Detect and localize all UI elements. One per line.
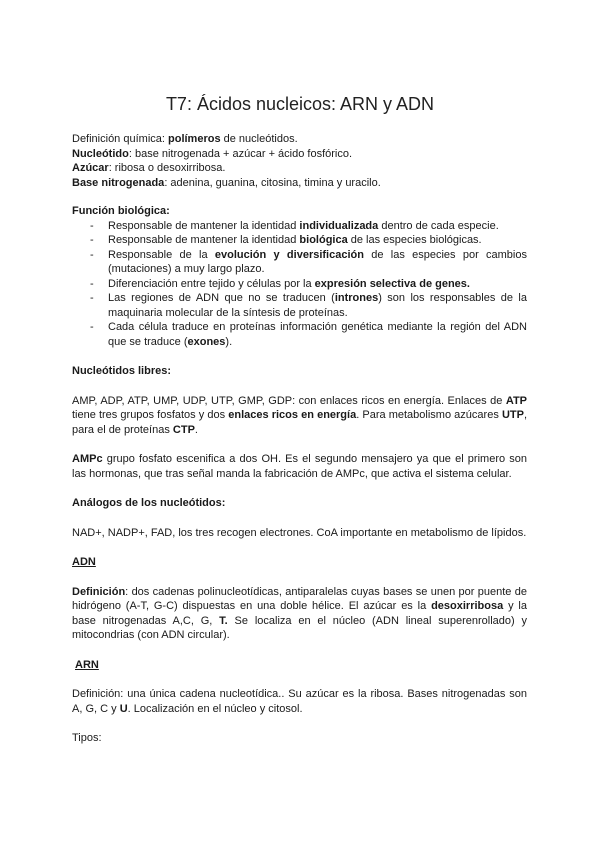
analogos-heading: Análogos de los nucleótidos: — [72, 497, 226, 509]
tipos-label: Tipos: — [72, 732, 102, 744]
libres-heading: Nucleótidos libres: — [72, 365, 172, 377]
text: tiene tres grupos fosfatos y dos — [72, 409, 229, 421]
page-title: T7: Ácidos nucleicos: ARN y ADN — [165, 94, 435, 114]
bold-term: ATP — [505, 394, 527, 407]
text: de las especies por cambios (mutaciones) a muy largo plazo. — [108, 248, 527, 275]
text: Cada célula traduce en proteínas información genética mediante la región del ADN que se traduce ( — [108, 321, 527, 348]
bold-term: expresión selectiva de genes. — [314, 277, 470, 290]
bold-term: U — [119, 702, 128, 715]
dash-bullet: - — [90, 292, 94, 304]
text: . — [194, 423, 198, 436]
adn-heading: ADN — [72, 556, 96, 568]
text: : dos cadenas polinucleotídicas, antiparalelas cuyas bases se unen por puente de hidrógeno (A-T, G-C) dispuestas en una doble hélice. El azúcar es la — [72, 585, 527, 612]
text: ). — [225, 335, 233, 348]
text: . Para metabolismo azúcares — [356, 409, 502, 421]
definition-base — [72, 176, 527, 191]
list-item — [72, 277, 527, 292]
dash-bullet: - — [90, 321, 94, 333]
bold-term: exones — [187, 335, 226, 348]
text: Definición química: — [72, 133, 168, 145]
bold-term: desoxirribosa — [431, 600, 504, 612]
list-item — [72, 320, 527, 349]
bold-term: polímeros — [168, 133, 221, 145]
bold-term: biológica — [299, 234, 348, 246]
dash-bullet: - — [90, 277, 94, 290]
bold-term: T. — [219, 614, 228, 627]
text: de las especies biológicas. — [347, 234, 482, 246]
text: Responsable de mantener la identidad — [108, 234, 300, 246]
text: grupo fosfato escenifica a dos OH. Es el segundo mensajero ya que el primero son las hormonas, que tras señal manda la fabricación de AMPc, que activa el sistema celular. — [72, 453, 527, 480]
text: Las regiones de ADN que no se traducen ( — [108, 292, 335, 304]
bold-term: Azúcar — [72, 162, 109, 174]
list-item — [72, 233, 527, 248]
adn-paragraph — [72, 585, 527, 643]
text: Definición: una única cadena nucleotídica.. Su azúcar es la ribosa. Bases nitrogenadas son A, G, C y — [72, 688, 527, 715]
text: Responsable de mantener la identidad — [108, 219, 300, 232]
list-item — [72, 219, 527, 234]
bold-term: AMPc — [72, 453, 103, 465]
list-item — [72, 248, 527, 277]
funcion-heading: Función biológica: — [72, 205, 170, 217]
definition-nucleotido — [72, 147, 527, 162]
bold-term: Definición — [72, 585, 126, 598]
bold-term: Nucleótido — [72, 147, 129, 160]
definition-quimica — [72, 132, 527, 147]
text: Responsable de la — [108, 248, 215, 261]
dash-bullet: - — [90, 219, 94, 232]
bold-term: evolución y diversificación — [214, 248, 364, 261]
bold-term: individualizada — [299, 219, 379, 232]
ampc-paragraph — [72, 452, 527, 481]
list-item — [72, 291, 527, 320]
dash-bullet: - — [90, 234, 94, 246]
bold-term: UTP — [501, 409, 524, 421]
bold-term: Base nitrogenada — [72, 176, 165, 189]
libres-paragraph — [72, 394, 527, 438]
bold-term: CTP — [172, 423, 195, 436]
dash-bullet: - — [90, 248, 94, 261]
definition-azucar — [72, 161, 527, 176]
text: : ribosa o desoxirribosa. — [108, 162, 226, 174]
text: dentro de cada especie. — [378, 219, 499, 232]
text: ) son los responsables de la maquinaria molecular de la síntesis de proteínas. — [108, 292, 527, 319]
arn-heading: ARN — [75, 658, 99, 671]
document-body — [72, 132, 527, 746]
text: Se localiza en el núcleo (ADN lineal superenrollado) y mitocondrias (con ADN circular). — [72, 614, 527, 641]
analogos-paragraph: NAD+, NADP+, FAD, los tres recogen electrones. CoA importante en metabolismo de lípidos. — [72, 526, 527, 539]
text: y la base nitrogenadas A,C, G, — [72, 600, 527, 627]
text: . Localización en el núcleo y citosol. — [127, 702, 303, 715]
text: : base nitrogenada + azúcar + ácido fosfórico. — [128, 147, 353, 160]
text: de nucleótidos. — [220, 133, 298, 145]
arn-paragraph — [72, 687, 527, 716]
text: , para el de proteínas — [72, 409, 527, 436]
bold-term: intrones — [334, 292, 379, 304]
funcion-list — [72, 219, 527, 350]
bold-term: enlaces ricos en energía — [228, 409, 357, 421]
text: Diferenciación entre tejido y células por la — [108, 277, 315, 290]
text: : adenina, guanina, citosina, timina y uracilo. — [164, 176, 381, 189]
text: AMP, ADP, ATP, UMP, UDP, UTP, GMP, GDP: con enlaces ricos en energía. Enlaces de — [72, 394, 506, 407]
